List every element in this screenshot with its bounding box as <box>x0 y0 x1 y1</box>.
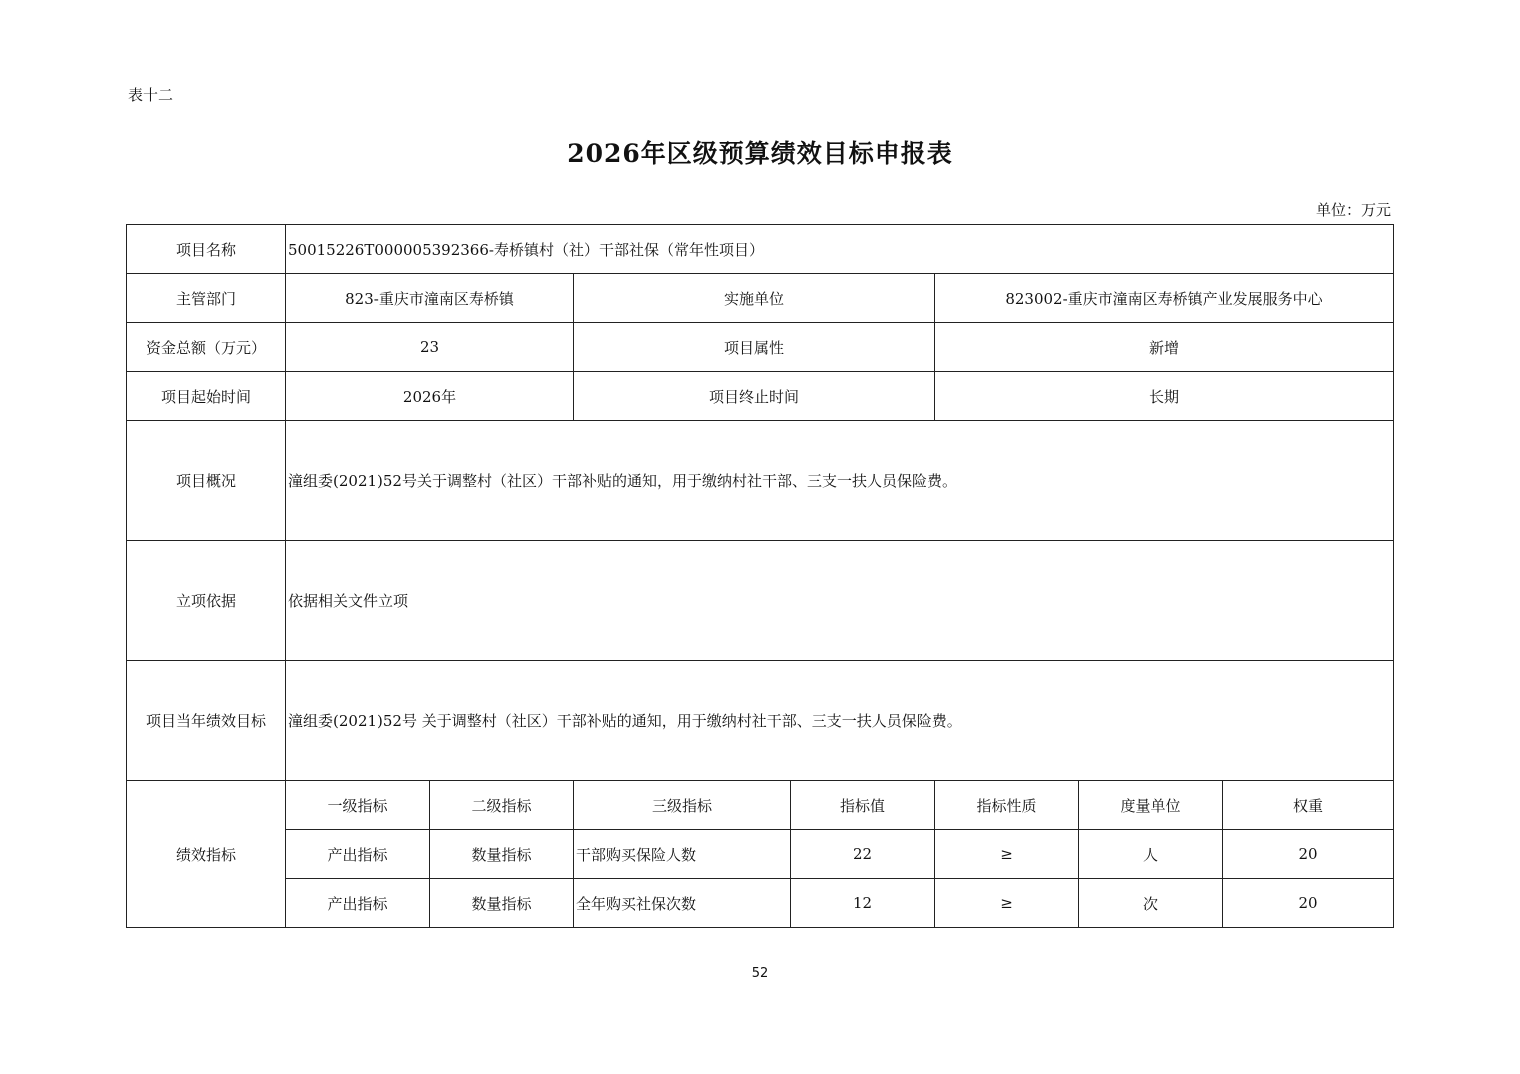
indicator-nature: ≥ <box>935 879 1079 928</box>
row-basis <box>127 541 1394 661</box>
indicator-unit: 次 <box>1079 879 1223 928</box>
goal-label: 项目当年绩效目标 <box>127 661 286 781</box>
indicator-level3: 全年购买社保次数 <box>574 879 791 928</box>
overview-value: 潼组委(2021)52号关于调整村（社区）干部补贴的通知，用于缴纳村社干部、三支一扶人员保险费。 <box>286 421 1394 541</box>
row-overview <box>127 421 1394 541</box>
indicator-level3: 干部购买保险人数 <box>574 830 791 879</box>
basis-value: 依据相关文件立项 <box>286 541 1394 661</box>
table-number: 表十二 <box>128 86 174 104</box>
end-time-value: 长期 <box>935 372 1394 421</box>
indicator-level2: 数量指标 <box>430 830 574 879</box>
indicator-header-weight: 权重 <box>1223 781 1394 830</box>
row-period <box>127 372 1394 421</box>
row-department <box>127 274 1394 323</box>
indicator-header-level1: 一级指标 <box>286 781 430 830</box>
unit-label: 单位：万元 <box>1315 201 1391 219</box>
start-time-label: 项目起始时间 <box>127 372 286 421</box>
row-fund <box>127 323 1394 372</box>
row-goal <box>127 661 1394 781</box>
attribute-label: 项目属性 <box>574 323 935 372</box>
indicator-nature: ≥ <box>935 830 1079 879</box>
indicator-header-level3: 三级指标 <box>574 781 791 830</box>
overview-label: 项目概况 <box>127 421 286 541</box>
implementer-value: 823002-重庆市潼南区寿桥镇产业发展服务中心 <box>935 274 1394 323</box>
start-time-value: 2026年 <box>286 372 574 421</box>
page-title: 2026年区级预算绩效目标申报表 <box>567 139 953 168</box>
indicator-weight: 20 <box>1223 879 1394 928</box>
indicator-value: 22 <box>791 830 935 879</box>
department-value: 823-重庆市潼南区寿桥镇 <box>286 274 574 323</box>
fund-value: 23 <box>286 323 574 372</box>
indicator-header-level2: 二级指标 <box>430 781 574 830</box>
table-row <box>127 879 1394 928</box>
goal-value: 潼组委(2021)52号 关于调整村（社区）干部补贴的通知，用于缴纳村社干部、三支一扶人员保险费。 <box>286 661 1394 781</box>
indicator-header-unit: 度量单位 <box>1079 781 1223 830</box>
indicator-header-row <box>127 781 1394 830</box>
indicators-label: 绩效指标 <box>127 781 286 928</box>
indicator-level1: 产出指标 <box>286 879 430 928</box>
indicator-weight: 20 <box>1223 830 1394 879</box>
project-name-value: 50015226T000005392366-寿桥镇村（社）干部社保（常年性项目） <box>286 225 1394 274</box>
page-number: 52 <box>751 966 769 981</box>
indicator-level2: 数量指标 <box>430 879 574 928</box>
indicator-unit: 人 <box>1079 830 1223 879</box>
attribute-value: 新增 <box>935 323 1394 372</box>
department-label: 主管部门 <box>127 274 286 323</box>
indicator-value: 12 <box>791 879 935 928</box>
performance-target-table <box>126 224 1394 928</box>
indicator-level1: 产出指标 <box>286 830 430 879</box>
table-row <box>127 830 1394 879</box>
indicator-header-nature: 指标性质 <box>935 781 1079 830</box>
fund-label: 资金总额（万元） <box>127 323 286 372</box>
row-project-name <box>127 225 1394 274</box>
implementer-label: 实施单位 <box>574 274 935 323</box>
basis-label: 立项依据 <box>127 541 286 661</box>
end-time-label: 项目终止时间 <box>574 372 935 421</box>
indicator-header-value: 指标值 <box>791 781 935 830</box>
project-name-label: 项目名称 <box>127 225 286 274</box>
